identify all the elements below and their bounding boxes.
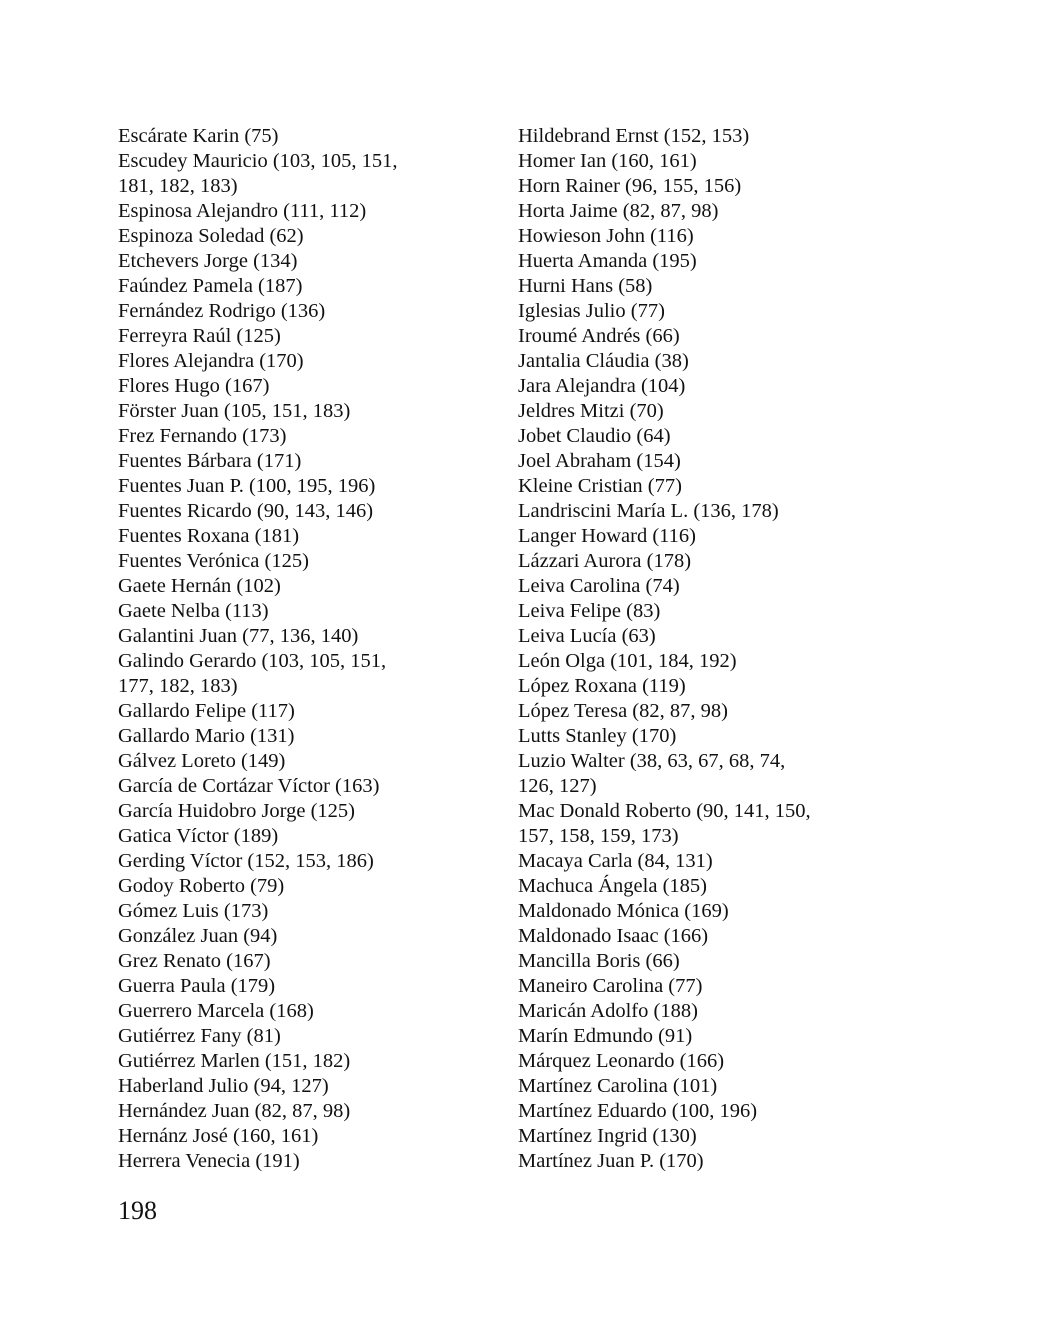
index-entry: Jobet Claudio (64) [518, 425, 671, 447]
index-entry: Gallardo Felipe (117) [118, 700, 295, 722]
index-entry [518, 799, 858, 849]
index-entry: Guerra Paula (179) [118, 975, 276, 997]
index-entry: León Olga (101, 184, 192) [518, 650, 737, 672]
index-entry: Iroumé Andrés (66) [518, 325, 680, 347]
index-entry: Gutiérrez Fany (81) [118, 1025, 281, 1047]
index-entry: Fuentes Bárbara (171) [118, 450, 302, 472]
index-entry: Jantalia Cláudia (38) [518, 350, 689, 372]
index-entry: Gálvez Loreto (149) [118, 750, 286, 772]
index-entry: Martínez Juan P. (170) [518, 1150, 704, 1172]
index-entry: Haberland Julio (94, 127) [118, 1075, 329, 1097]
index-entry-line: Luzio Walter (38, 63, 67, 68, 74, [518, 750, 786, 772]
index-entry: González Juan (94) [118, 925, 278, 947]
index-entry: García de Cortázar Víctor (163) [118, 775, 380, 797]
index-entry: Guerrero Marcela (168) [118, 1000, 314, 1022]
index-entry: Machuca Ángela (185) [518, 875, 707, 897]
index-entry: Macaya Carla (84, 131) [518, 850, 713, 872]
index-entry: Fuentes Juan P. (100, 195, 196) [118, 475, 376, 497]
index-entry: Etchevers Jorge (134) [118, 250, 298, 272]
index-entry [118, 149, 458, 199]
index-entry: Homer Ian (160, 161) [518, 150, 697, 172]
index-entry: Martínez Carolina (101) [518, 1075, 718, 1097]
index-entry: Maldonado Mónica (169) [518, 900, 729, 922]
index-entry: Hildebrand Ernst (152, 153) [518, 125, 750, 147]
index-entry: Galantini Juan (77, 136, 140) [118, 625, 359, 647]
index-entry: Godoy Roberto (79) [118, 875, 285, 897]
index-entry: Faúndez Pamela (187) [118, 275, 303, 297]
index-entry: Ferreyra Raúl (125) [118, 325, 281, 347]
index-entry: Leiva Lucía (63) [518, 625, 656, 647]
index-entry: Herrera Venecia (191) [118, 1150, 300, 1172]
index-entry: López Roxana (119) [518, 675, 686, 697]
index-entry: Iglesias Julio (77) [518, 300, 665, 322]
index-entry: Hernánz José (160, 161) [118, 1125, 319, 1147]
index-column-left [118, 124, 458, 1174]
index-entry: Landriscini María L. (136, 178) [518, 500, 779, 522]
index-entry: Hurni Hans (58) [518, 275, 653, 297]
page-number: 198 [118, 1196, 157, 1225]
index-entry: Flores Alejandra (170) [118, 350, 304, 372]
index-entry: Kleine Cristian (77) [518, 475, 682, 497]
index-entry: Gatica Víctor (189) [118, 825, 279, 847]
index-entry: Joel Abraham (154) [518, 450, 681, 472]
index-column-right [518, 124, 858, 1174]
index-entry: Espinosa Alejandro (111, 112) [118, 200, 367, 222]
index-entry: Horta Jaime (82, 87, 98) [518, 200, 719, 222]
index-entry: López Teresa (82, 87, 98) [518, 700, 728, 722]
index-entry: Howieson John (116) [518, 225, 694, 247]
index-entry: Gerding Víctor (152, 153, 186) [118, 850, 374, 872]
index-entry: Gaete Nelba (113) [118, 600, 269, 622]
index-entry: Martínez Eduardo (100, 196) [518, 1100, 758, 1122]
index-entry: Maricán Adolfo (188) [518, 1000, 698, 1022]
index-entry: Lutts Stanley (170) [518, 725, 677, 747]
index-entry: Marín Edmundo (91) [518, 1025, 693, 1047]
index-entry: Förster Juan (105, 151, 183) [118, 400, 351, 422]
index-entry: Maneiro Carolina (77) [518, 975, 703, 997]
index-entry: García Huidobro Jorge (125) [118, 800, 356, 822]
index-entry: Espinoza Soledad (62) [118, 225, 304, 247]
index-entry: Martínez Ingrid (130) [518, 1125, 697, 1147]
index-entry: Fernández Rodrigo (136) [118, 300, 326, 322]
index-entry: Huerta Amanda (195) [518, 250, 697, 272]
index-entry: Flores Hugo (167) [118, 375, 270, 397]
index-entry: Jara Alejandra (104) [518, 375, 686, 397]
index-entry: Frez Fernando (173) [118, 425, 287, 447]
index-entry: Maldonado Isaac (166) [518, 925, 709, 947]
index-entry: Gaete Hernán (102) [118, 575, 281, 597]
index-entry-line: Escudey Mauricio (103, 105, 151, [118, 150, 398, 172]
index-entry-line: 177, 182, 183) [118, 675, 238, 697]
index-entry: Jeldres Mitzi (70) [518, 400, 664, 422]
index-entry: Gutiérrez Marlen (151, 182) [118, 1050, 351, 1072]
index-entry: Gallardo Mario (131) [118, 725, 295, 747]
index-entry: Márquez Leonardo (166) [518, 1050, 725, 1072]
index-entry: Leiva Felipe (83) [518, 600, 661, 622]
index-entry-line: 157, 158, 159, 173) [518, 825, 679, 847]
index-entry: Mancilla Boris (66) [518, 950, 680, 972]
index-entry: Fuentes Verónica (125) [118, 550, 309, 572]
index-entry: Langer Howard (116) [518, 525, 696, 547]
index-entry [518, 749, 858, 799]
index-entry: Escárate Karin (75) [118, 125, 279, 147]
index-entry-line: Galindo Gerardo (103, 105, 151, [118, 650, 387, 672]
index-entry: Fuentes Roxana (181) [118, 525, 300, 547]
index-entry [118, 649, 458, 699]
index-entry-line: 181, 182, 183) [118, 175, 238, 197]
index-entry: Hernández Juan (82, 87, 98) [118, 1100, 351, 1122]
index-entry: Fuentes Ricardo (90, 143, 146) [118, 500, 374, 522]
index-entry-line: 126, 127) [518, 775, 597, 797]
index-entry: Lázzari Aurora (178) [518, 550, 692, 572]
index-entry: Gómez Luis (173) [118, 900, 269, 922]
index-entry-line: Mac Donald Roberto (90, 141, 150, [518, 800, 811, 822]
index-entry: Leiva Carolina (74) [518, 575, 680, 597]
index-entry: Grez Renato (167) [118, 950, 271, 972]
index-entry: Horn Rainer (96, 155, 156) [518, 175, 742, 197]
